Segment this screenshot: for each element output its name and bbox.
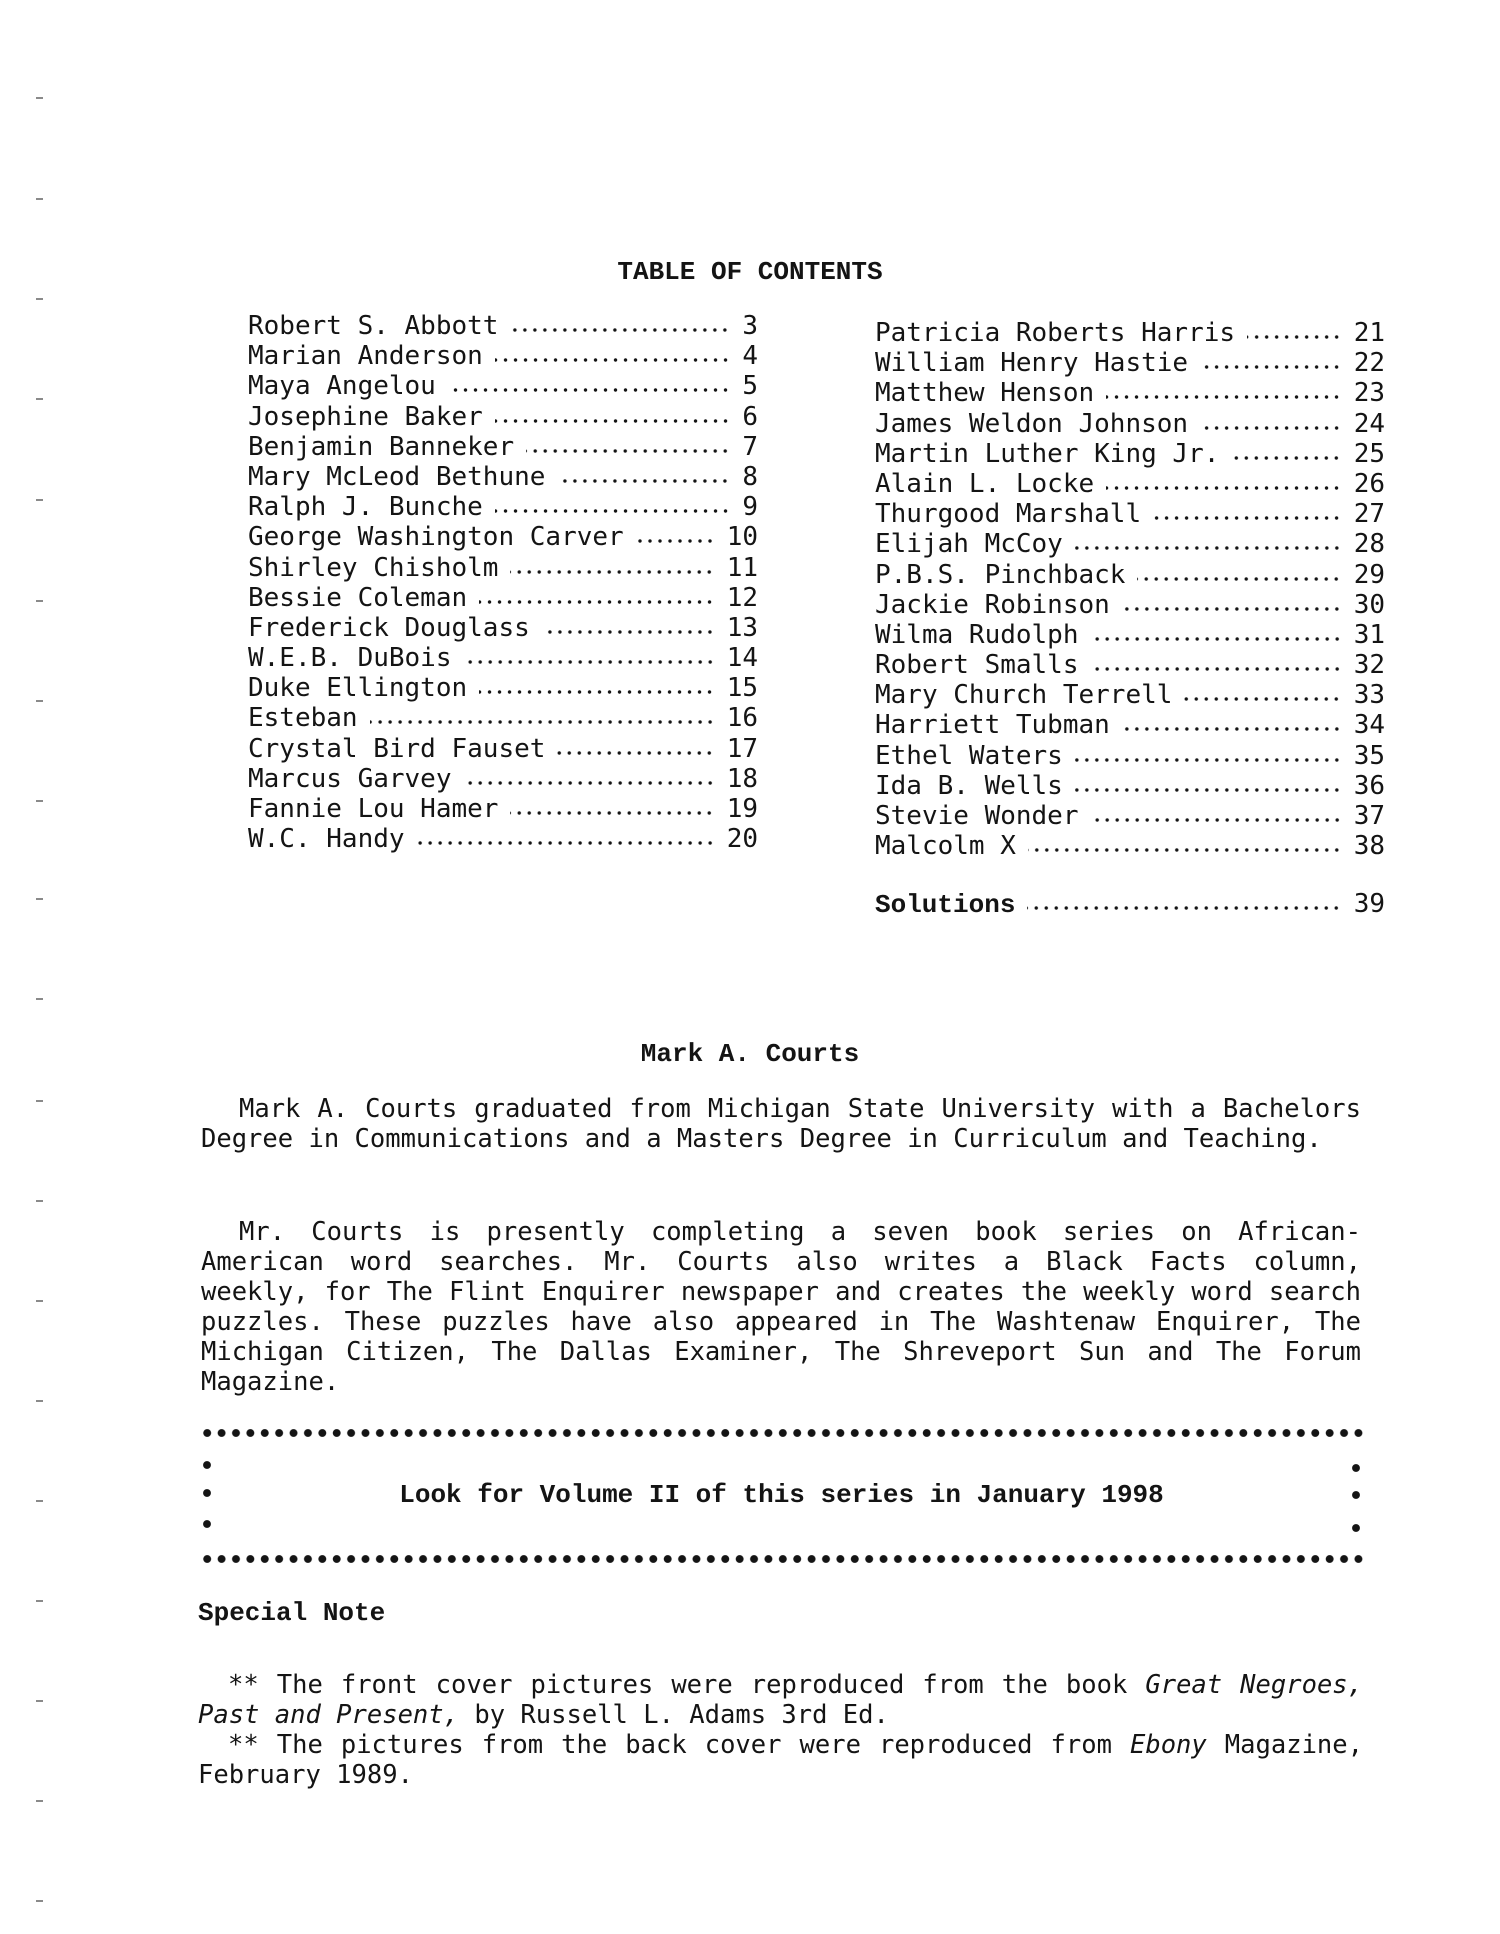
dot-leader (464, 658, 715, 666)
dot-leader (557, 477, 730, 485)
toc-entry (875, 771, 1385, 801)
author-bio-paragraph-1: Mark A. Courts graduated from Michigan State University with a Bachelors Degree in Communications and a Masters Degree in Curriculum and Teaching. (201, 1094, 1361, 1154)
toc-entry-page: 28 (1353, 529, 1385, 560)
toc-entry (248, 764, 758, 794)
binding-margin-marks (36, 0, 46, 1934)
toc-entry-name: Matthew Henson (875, 378, 1095, 409)
toc-entry-name: Ida B. Wells (875, 770, 1063, 801)
dot-leader (1106, 484, 1342, 492)
toc-entry-name: Robert S. Abbott (248, 311, 499, 341)
dot-leader (1200, 424, 1342, 432)
toc-entry-page: 14 (726, 643, 758, 674)
toc-entry-name: Thurgood Marshall (875, 499, 1142, 530)
dot-leader (495, 507, 731, 515)
toc-entry-name: Stevie Wonder (875, 801, 1079, 831)
toc-entry-name: George Washington Carver (248, 522, 624, 553)
toc-entry (248, 432, 758, 462)
toc-entry-name: Mary Church Terrell (875, 680, 1173, 711)
toc-entry-name: Wilma Rudolph (875, 619, 1079, 650)
book-title: Great Negroes, Past and Present, (198, 1670, 1364, 1730)
toc-entry (875, 560, 1385, 590)
toc-entry-name: Benjamin Banneker (248, 431, 515, 462)
toc-title: TABLE OF CONTENTS (617, 257, 883, 287)
toc-entry-page: 22 (1353, 348, 1385, 379)
toc-entry-name: James Weldon Johnson (875, 408, 1189, 439)
dot-leader (1137, 575, 1341, 583)
toc-entry-name: Patricia Roberts Harris (875, 318, 1236, 348)
toc-entry-page: 36 (1353, 770, 1385, 801)
toc-entry (248, 583, 758, 613)
toc-entry-name: Fannie Lou Hamer (248, 794, 499, 824)
toc-entry-page: 27 (1353, 499, 1385, 530)
toc-entry-name: Robert Smalls (875, 650, 1079, 681)
dot-leader (510, 568, 714, 576)
dot-leader (1184, 695, 1341, 703)
toc-entry-name: W.E.B. DuBois (248, 643, 452, 674)
toc-entry-page: 25 (1353, 438, 1385, 469)
dot-leader (1091, 816, 1342, 824)
toc-entry-name: Ethel Waters (875, 740, 1063, 771)
toc-entry-name: Jackie Robinson (875, 589, 1110, 620)
toc-entry-name: Frederick Douglass (248, 612, 530, 643)
toc-entry (248, 643, 758, 673)
dot-leader (1153, 514, 1342, 522)
toc-entry-page: 17 (726, 733, 758, 764)
dot-leader (526, 447, 730, 455)
dot-leader (464, 779, 715, 787)
asterisk-border-bottom (200, 1551, 1363, 1567)
toc-entry (248, 824, 758, 854)
toc-entry (875, 680, 1385, 710)
toc-entry (875, 439, 1385, 469)
toc-entry-page: 4 (742, 341, 758, 372)
dot-leader (1075, 544, 1342, 552)
toc-entry-page: 29 (1353, 559, 1385, 590)
author-bio-paragraph-2: Mr. Courts is presently completing a seven book series on African-American word searches. Mr. Courts also writes a Black Facts column, weekly, for The Flint Enquirer newspaper and creates the weekly word search puzzles. These puzzles have also appeared in The Washtenaw Enquirer, The Michigan Citizen, The Dallas Examiner, The Shreveport Sun and The Forum Magazine. (201, 1217, 1361, 1397)
toc-entry (875, 831, 1385, 861)
toc-entry-page: 15 (726, 673, 758, 704)
dot-leader (542, 628, 715, 636)
toc-left-column (248, 311, 758, 854)
toc-entry (248, 492, 758, 522)
toc-entry (875, 378, 1385, 408)
dot-leader (1091, 665, 1342, 673)
toc-right-column (875, 318, 1385, 861)
toc-entry-page: 32 (1353, 650, 1385, 681)
toc-entry (248, 734, 758, 764)
asterisk-mark (1349, 1521, 1363, 1535)
toc-entry-page: 24 (1353, 408, 1385, 439)
magazine-title: Ebony (1130, 1730, 1207, 1760)
toc-entry-page: 31 (1353, 619, 1385, 650)
toc-entry (248, 311, 758, 341)
dot-leader (370, 718, 715, 726)
dot-leader (1075, 756, 1342, 764)
toc-entry-name: Shirley Chisholm (248, 552, 499, 583)
dot-leader (1075, 786, 1342, 794)
toc-entry (248, 371, 758, 401)
toc-entry-page: 21 (1353, 318, 1385, 348)
toc-entry-name: Harriett Tubman (875, 710, 1110, 741)
special-note-1: ** The front cover pictures were reproduced from the book Great Negroes, Past and Present, by Russell L. Adams 3rd Ed. (198, 1670, 1364, 1730)
toc-entry (875, 801, 1385, 831)
dot-leader (1028, 846, 1342, 854)
toc-entry-name: Malcolm X (875, 831, 1016, 862)
toc-entry-page: 35 (1353, 740, 1385, 771)
toc-entry (248, 553, 758, 583)
toc-entry-name: Bessie Coleman (248, 582, 468, 613)
toc-entry-name: Alain L. Locke (875, 468, 1095, 499)
dot-leader (1122, 605, 1342, 613)
dot-leader (557, 749, 714, 757)
toc-entry-page: 8 (742, 461, 758, 492)
toc-entry (875, 650, 1385, 680)
announcement-banner (200, 1425, 1363, 1567)
toc-entry (875, 590, 1385, 620)
toc-entry-name: Mary McLeod Bethune (248, 461, 546, 492)
special-note-heading: Special Note (198, 1598, 386, 1628)
toc-entry-name: Solutions (875, 890, 1016, 920)
dot-leader (1247, 333, 1342, 341)
toc-entry-name: Marian Anderson (248, 341, 483, 372)
dot-leader (448, 386, 731, 394)
toc-entry-page: 16 (726, 703, 758, 734)
toc-entry (248, 794, 758, 824)
toc-entry-page: 9 (742, 492, 758, 523)
dot-leader (495, 356, 731, 364)
special-note-2: ** The pictures from the back cover were reproduced from Ebony Magazine, February 1989. (198, 1730, 1363, 1790)
dot-leader (510, 326, 730, 334)
toc-entry (875, 348, 1385, 378)
toc-entry-page: 12 (726, 582, 758, 613)
toc-solutions-entry (875, 889, 1385, 919)
toc-entry (248, 703, 758, 733)
toc-entry-page: 33 (1353, 680, 1385, 711)
toc-entry-page: 3 (742, 311, 758, 341)
toc-entry-name: Duke Ellington (248, 673, 468, 704)
toc-entry-name: Maya Angelou (248, 371, 436, 402)
toc-entry-page: 18 (726, 763, 758, 794)
toc-entry (248, 462, 758, 492)
toc-entry-page: 37 (1353, 801, 1385, 831)
toc-entry (875, 469, 1385, 499)
banner-text: Look for Volume II of this series in January 1998 (399, 1480, 1164, 1510)
toc-entry (248, 341, 758, 371)
toc-entry-page: 39 (1353, 889, 1385, 919)
dot-leader (1200, 363, 1342, 371)
toc-entry-page: 6 (742, 401, 758, 432)
toc-entry-page: 20 (726, 824, 758, 855)
dot-leader (636, 537, 715, 545)
asterisk-mark (200, 1517, 214, 1531)
toc-entry-name: William Henry Hastie (875, 348, 1189, 379)
dot-leader (479, 598, 715, 606)
toc-entry (248, 402, 758, 432)
dot-leader (1122, 725, 1342, 733)
toc-entry (248, 522, 758, 552)
author-heading: Mark A. Courts (640, 1039, 860, 1069)
toc-entry-name: Marcus Garvey (248, 763, 452, 794)
toc-entry-name: Esteban (248, 703, 358, 734)
toc-entry (875, 620, 1385, 650)
toc-entry (875, 318, 1385, 348)
dot-leader (479, 688, 715, 696)
dot-leader (1231, 454, 1341, 462)
asterisk-mark (200, 1458, 214, 1472)
toc-entry-name: P.B.S. Pinchback (875, 559, 1126, 590)
toc-entry-page: 5 (742, 371, 758, 402)
toc-entry-page: 10 (726, 522, 758, 553)
toc-entry-name: W.C. Handy (248, 824, 405, 855)
dot-leader (495, 417, 731, 425)
toc-entry (875, 409, 1385, 439)
toc-entry (875, 741, 1385, 771)
toc-entry (875, 499, 1385, 529)
toc-entry-name: Josephine Baker (248, 401, 483, 432)
toc-entry-page: 34 (1353, 710, 1385, 741)
toc-entry-page: 30 (1353, 589, 1385, 620)
dot-leader (417, 839, 715, 847)
toc-entry-name: Elijah McCoy (875, 529, 1063, 560)
toc-entry-name: Martin Luther King Jr. (875, 438, 1220, 469)
toc-entry-page: 13 (726, 612, 758, 643)
toc-entry (875, 710, 1385, 740)
toc-entry-name: Ralph J. Bunche (248, 492, 483, 523)
toc-entry-page: 38 (1353, 831, 1385, 862)
toc-entry (248, 613, 758, 643)
toc-entry (875, 529, 1385, 559)
toc-entry-page: 11 (726, 552, 758, 583)
dot-leader (1106, 393, 1342, 401)
toc-entry-page: 26 (1353, 468, 1385, 499)
toc-entry-page: 23 (1353, 378, 1385, 409)
dot-leader (510, 809, 714, 817)
toc-entry-name: Crystal Bird Fauset (248, 733, 546, 764)
asterisk-border-top (200, 1425, 1363, 1441)
toc-entry-page: 7 (742, 431, 758, 462)
dot-leader (1091, 635, 1342, 643)
asterisk-mark (1349, 1461, 1363, 1475)
toc-entry-page: 19 (726, 794, 758, 824)
toc-entry (248, 673, 758, 703)
dot-leader (1027, 904, 1341, 912)
